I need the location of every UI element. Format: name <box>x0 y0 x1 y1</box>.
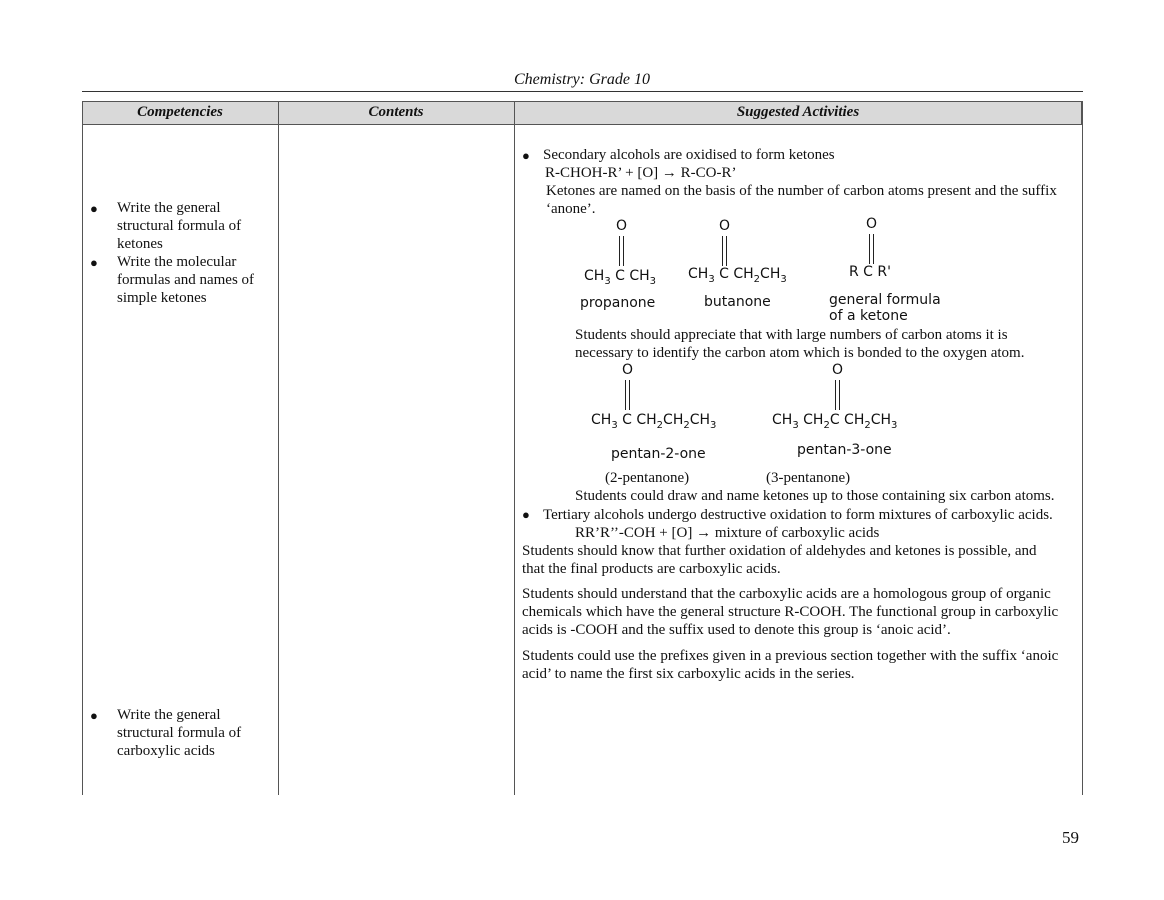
double-bond <box>625 380 630 410</box>
alt-name-3-pentanone: (3-pentanone) <box>766 470 851 486</box>
butanone-label: butanone <box>704 294 771 310</box>
ketone-naming-text: Ketones are named on the basis of the number of carbon atoms present and the suffix ‘anone’. <box>546 183 1057 217</box>
pentan-3-one-label: pentan-3-one <box>797 442 892 458</box>
competency-2: Write the molecular formulas and names of simple ketones <box>117 254 255 306</box>
pentan-3-one-oxygen: O <box>832 362 844 378</box>
homologous-group-text: Students should understand that the carboxylic acids are a homologous group of organic chemicals which have the general structure R-COOH. The functional group in carboxylic acids is -COOH and the suffix used to denote this group is ‘anoic acid’. <box>522 586 1059 638</box>
bullet-icon: ● <box>90 708 98 723</box>
double-bond <box>619 236 624 266</box>
double-bond <box>835 380 840 410</box>
butanone-oxygen: O <box>719 218 731 234</box>
bullet-icon: ● <box>90 255 98 270</box>
equation-tertiary-oxidation: RR’R’’-COH + [O] → mixture of carboxylic acids <box>575 525 880 541</box>
bullet-icon: ● <box>522 148 530 163</box>
propanone-formula: $CH_3$ C $CH_3$ <box>584 268 657 287</box>
bullet-icon: ● <box>522 507 530 522</box>
column-header-contents: Contents <box>368 104 424 120</box>
pentan-2-one-formula: $CH_3$ C $CH_2CH_2CH_3$ <box>591 412 717 431</box>
page-header-title: Chemistry: Grade 10 <box>514 71 650 88</box>
general-ketone-oxygen: O <box>866 216 878 232</box>
table-border-left <box>82 101 83 795</box>
activity-secondary-alcohols: Secondary alcohols are oxidised to form ketones <box>543 147 835 163</box>
page-number: 59 <box>1062 828 1079 847</box>
column-header-competencies: Competencies <box>137 104 223 120</box>
pentan-3-one-formula: $CH_3$ $CH_2C$ $CH_2CH_3$ <box>772 412 898 431</box>
table-border-right <box>1082 101 1083 795</box>
activity-tertiary-alcohols: Tertiary alcohols undergo destructive oxidation to form mixtures of carboxylic acids. <box>543 507 1053 523</box>
column-divider-1 <box>278 101 279 795</box>
propanone-label: propanone <box>580 295 656 311</box>
prefixes-text: Students could use the prefixes given in a previous section together with the suffix ‘anoic acid’ to name the first six carboxylic acids in the series. <box>522 648 1059 682</box>
pentan-2-one-label: pentan-2-one <box>611 446 706 462</box>
draw-name-ketones-text: Students could draw and name ketones up to those containing six carbon atoms. <box>575 488 1055 504</box>
header-rule <box>82 91 1083 92</box>
bullet-icon: ● <box>90 201 98 216</box>
competency-3: Write the general structural formula of carboxylic acids <box>117 707 242 759</box>
column-header-suggested-activities: Suggested Activities <box>736 104 860 120</box>
alt-name-2-pentanone: (2-pentanone) <box>605 470 690 486</box>
propanone-oxygen: O <box>616 218 628 234</box>
competency-1: Write the general structural formula of ketones <box>117 200 242 252</box>
further-oxidation-text: Students should know that further oxidation of aldehydes and ketones is possible, and that the final products are carboxylic acids. <box>522 543 1037 577</box>
butanone-formula: $CH_3$ C $CH_2CH_3$ <box>688 266 787 285</box>
equation-secondary-oxidation: R-CHOH-R’ + [O] → R-CO-R’ <box>545 165 737 181</box>
pentan-2-one-oxygen: O <box>622 362 634 378</box>
double-bond <box>722 236 727 266</box>
appreciate-text: Students should appreciate that with large numbers of carbon atoms it is necessary to identify the carbon atom which is bonded to the oxygen atom. <box>575 327 1025 361</box>
double-bond <box>869 234 874 264</box>
column-divider-2 <box>514 101 515 795</box>
general-ketone-formula: R C R' <box>849 264 891 280</box>
general-ketone-label: general formula of a ketone <box>829 292 941 324</box>
